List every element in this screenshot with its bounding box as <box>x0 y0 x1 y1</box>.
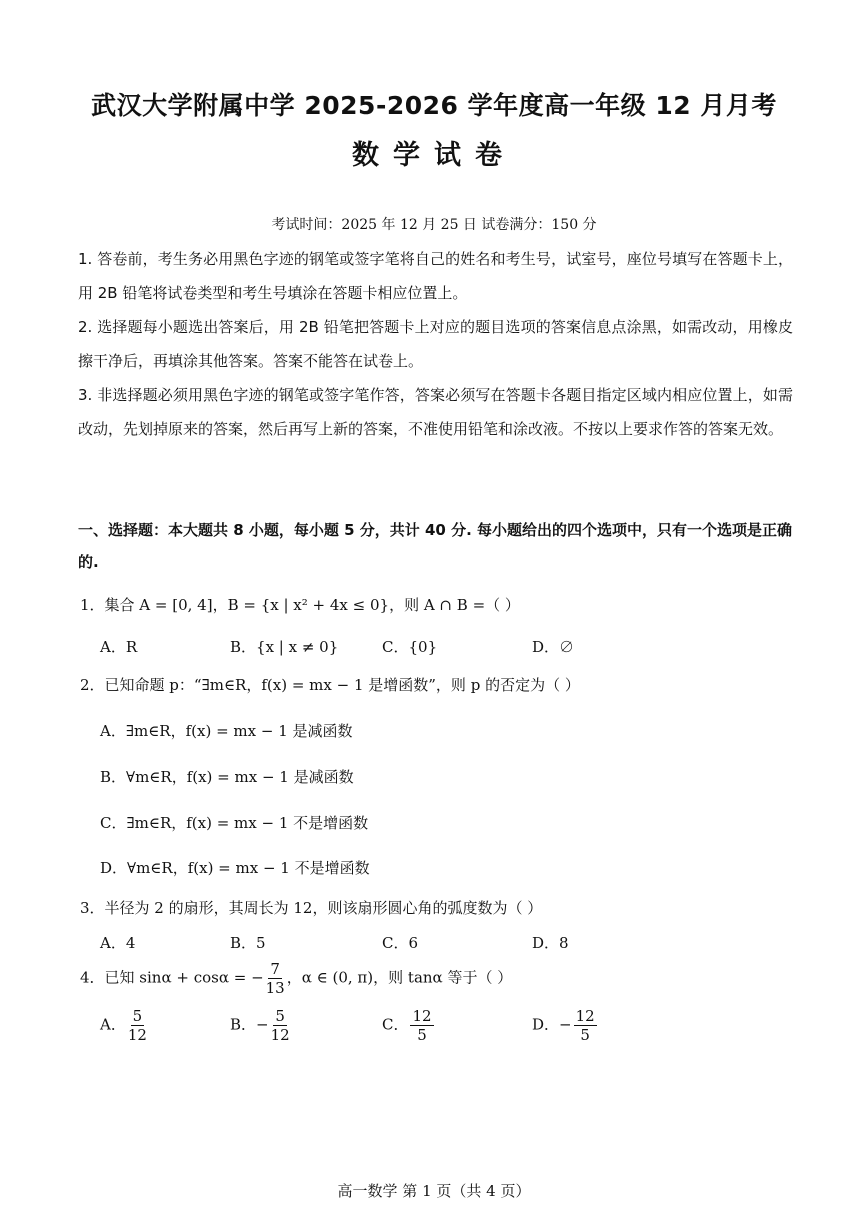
question-1-option-a: A．R <box>100 638 138 656</box>
question-4-stem-prefix: 4．已知 sinα + cosα = − <box>80 968 264 987</box>
question-4-option-d-label: D．− <box>532 1015 572 1034</box>
question-3-stem: 3．半径为 2 的扇形，其周长为 12，则该扇形圆心角的弧度数为（ ） <box>80 899 543 917</box>
question-3-option-d: D．8 <box>532 934 569 952</box>
question-4-option-d-fraction <box>574 1007 597 1044</box>
question-3-option-a: A．4 <box>100 934 136 952</box>
question-4-option-b-denominator: 12 <box>270 1026 290 1044</box>
question-2-option-a: A．∃m∈R，f(x) = mx − 1 是减函数 <box>100 722 353 740</box>
exam-meta: 考试时间：2025 年 12 月 25 日 试卷满分：150 分 <box>271 217 597 233</box>
question-1-option-b: B．{x | x ≠ 0} <box>230 638 339 656</box>
question-2-option-b: B．∀m∈R，f(x) = mx − 1 是减函数 <box>100 768 354 786</box>
question-3-option-b: B．5 <box>230 934 266 952</box>
notice-3: 3. 非选择题必须用黑色字迹的钢笔或签字笔作答，答案必须写在答题卡各题目指定区域内相应位置上，如需改动，先划掉原来的答案，然后再写上新的答案，不准使用铅笔和涂改液。不按以上要求作答的答案无效。 <box>78 386 793 438</box>
exam-title: 武汉大学附属中学 2025-2026 学年度高一年级 12 月月考 <box>91 91 777 120</box>
question-2-stem: 2．已知命题 p：“∃m∈R，f(x) = mx − 1 是增函数”，则 p 的否定为（ ） <box>80 676 580 694</box>
question-4-option-b <box>230 1007 292 1044</box>
section-heading: 一、选择题：本大题共 8 小题，每小题 5 分，共计 40 分. 每小题给出的四个选项中，只有一个选项是正确的. <box>78 521 793 571</box>
question-1-stem: 1．集合 A = [0, 4]，B = {x | x² + 4x ≤ 0}，则 A ∩ B =（ ） <box>80 596 520 614</box>
question-4-option-c-denominator: 5 <box>417 1026 427 1044</box>
question-4-option-d-denominator: 5 <box>580 1026 590 1044</box>
question-4-option-c <box>382 1007 436 1044</box>
question-1-option-c: C．{0} <box>382 638 438 656</box>
question-4-stem <box>80 960 512 997</box>
question-4-stem-suffix: ，α ∈ (0, π)，则 tanα 等于（ ） <box>286 968 513 987</box>
question-4-option-b-label: B．− <box>230 1015 269 1034</box>
notice-1: 1. 答卷前，考生务必用黑色字迹的钢笔或签字笔将自己的姓名和考生号，试室号，座位号填写在答题卡上，用 2B 铅笔将试卷类型和考生号填涂在答题卡相应位置上。 <box>78 250 793 302</box>
question-4-stem-numerator: 7 <box>270 960 280 978</box>
question-3-option-c: C．6 <box>382 934 419 952</box>
question-4-option-d-numerator: 12 <box>575 1007 595 1025</box>
question-4-option-a-fraction <box>128 1007 147 1044</box>
question-4-option-b-fraction <box>271 1007 290 1044</box>
exam-subtitle: 数学试卷 <box>352 140 516 171</box>
question-4-option-c-numerator: 12 <box>412 1007 432 1025</box>
question-4-option-c-fraction <box>410 1007 433 1044</box>
question-1-option-d: D．∅ <box>532 638 575 656</box>
question-2-option-c: C．∃m∈R，f(x) = mx − 1 不是增函数 <box>100 814 369 832</box>
question-4-option-a-label: A． <box>100 1015 126 1034</box>
question-4-option-d <box>532 1007 599 1044</box>
question-4-stem-fraction <box>266 960 285 997</box>
question-4-stem-denominator: 13 <box>265 979 285 997</box>
question-4-option-b-numerator: 5 <box>275 1007 285 1025</box>
notice-2: 2. 选择题每小题选出答案后，用 2B 铅笔把答题卡上对应的题目选项的答案信息点涂黑，如需改动，用橡皮擦干净后，再填涂其他答案。答案不能答在试卷上。 <box>78 318 793 370</box>
question-2-option-d: D．∀m∈R，f(x) = mx − 1 不是增函数 <box>100 859 370 877</box>
page-footer: 高一数学 第 1 页（共 4 页） <box>337 1182 531 1200</box>
question-4-option-c-label: C． <box>382 1015 409 1034</box>
question-4-option-a-numerator: 5 <box>132 1007 143 1025</box>
question-4-option-a <box>100 1007 149 1044</box>
question-4-option-a-denominator: 12 <box>127 1026 147 1044</box>
